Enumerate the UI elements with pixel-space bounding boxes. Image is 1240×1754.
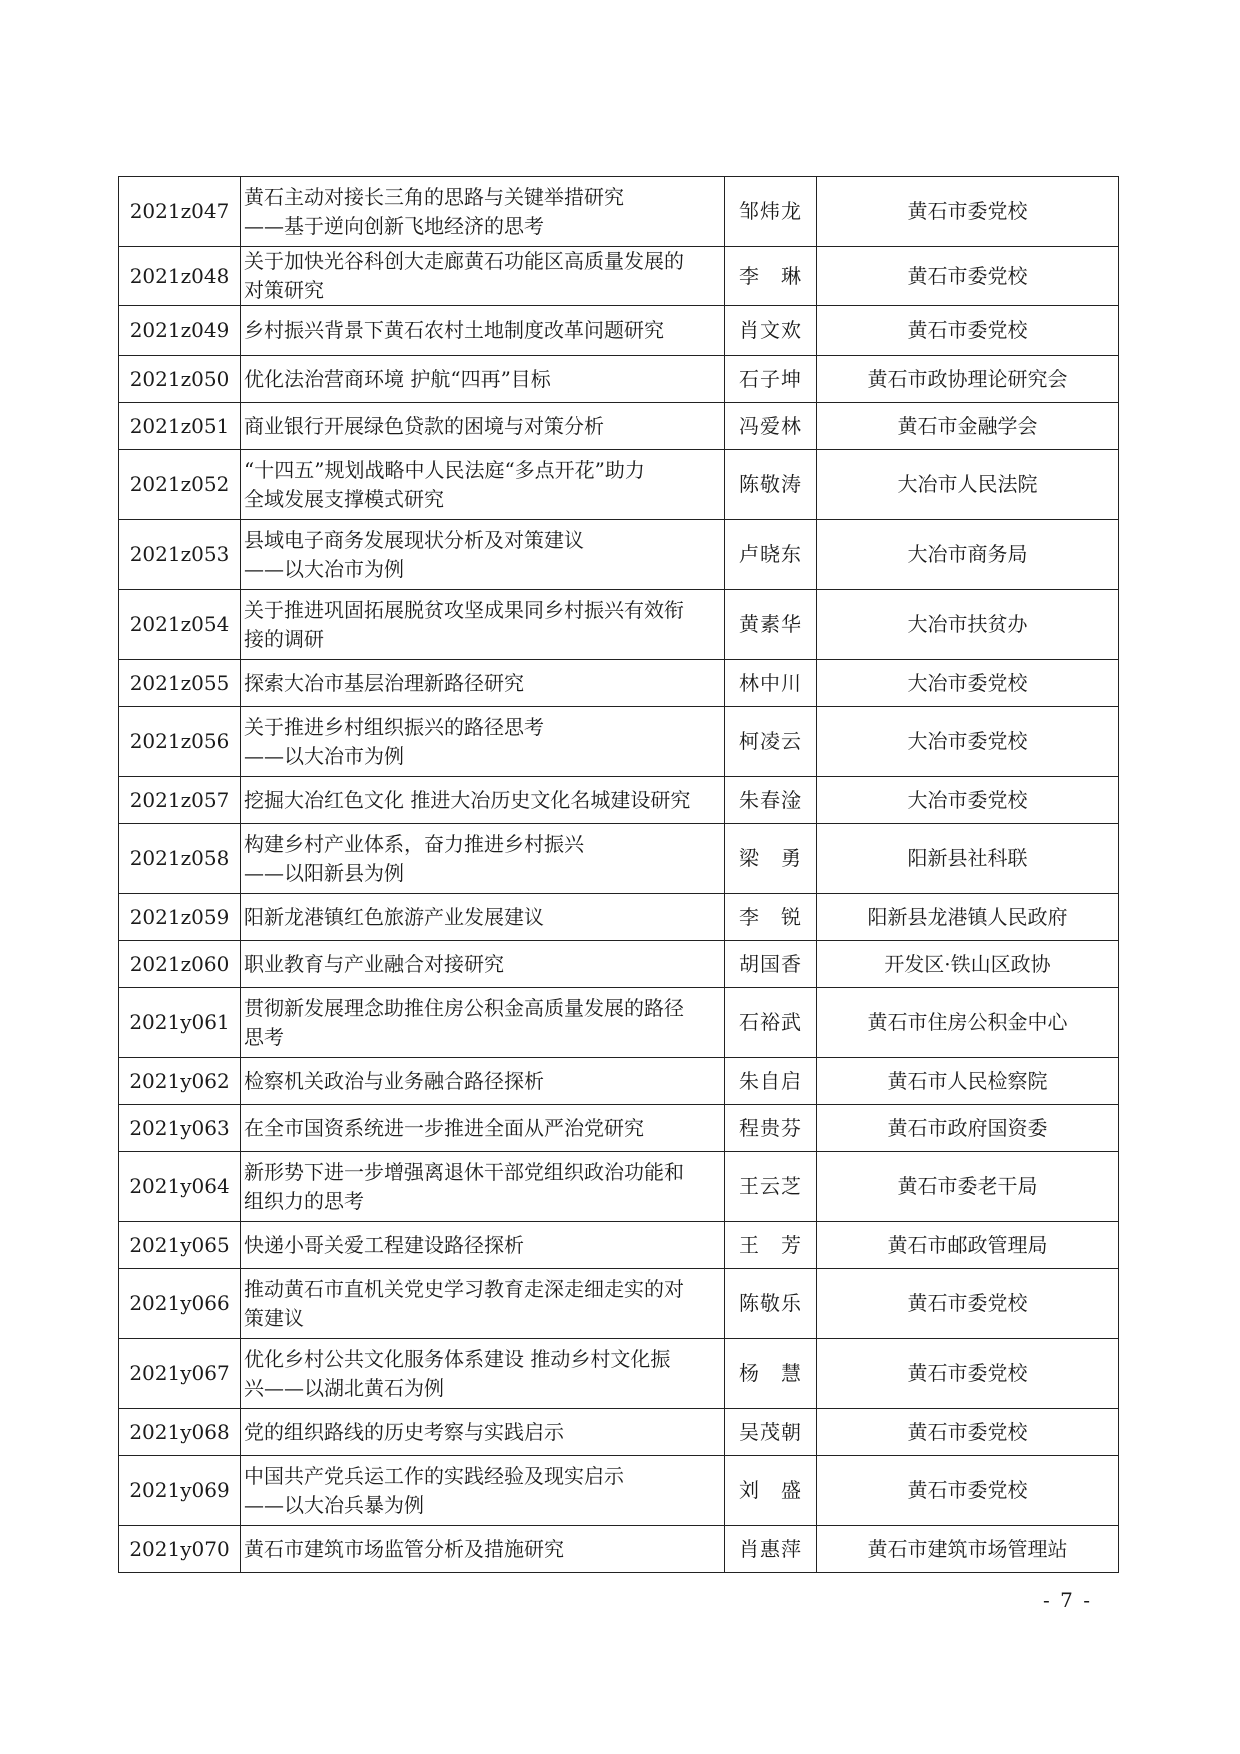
project-unit: 黄石市委党校: [817, 247, 1119, 306]
project-title: [241, 403, 725, 450]
page-number: - 7 -: [1043, 1588, 1092, 1612]
project-author: 柯凌云: [725, 707, 817, 777]
table-row: [119, 520, 1119, 590]
project-id: 2021y070: [119, 1526, 241, 1573]
project-title-line: 推动黄石市直机关党史学习教育走深走细走实的对: [244, 1276, 684, 1301]
project-unit: 黄石市政府国资委: [817, 1105, 1119, 1152]
project-title-line: 乡村振兴背景下黄石农村土地制度改革问题研究: [244, 318, 664, 342]
project-id: 2021y063: [119, 1105, 241, 1152]
table-row: [119, 1222, 1119, 1269]
project-id: 2021y061: [119, 988, 241, 1058]
project-unit: 黄石市政协理论研究会: [817, 356, 1119, 403]
project-title-line: 优化乡村公共文化服务体系建设 推动乡村文化振: [244, 1346, 671, 1371]
project-id: 2021z055: [119, 660, 241, 707]
project-title-line: 县域电子商务发展现状分析及对策建议: [244, 527, 584, 552]
project-unit: 黄石市人民检察院: [817, 1058, 1119, 1105]
project-unit: 黄石市住房公积金中心: [817, 988, 1119, 1058]
table-body: [119, 177, 1119, 1573]
table-row: [119, 247, 1119, 306]
project-id: 2021z051: [119, 403, 241, 450]
project-title-line: 黄石市建筑市场监管分析及措施研究: [244, 1536, 564, 1561]
project-title: [241, 660, 725, 707]
project-title-line: 思考: [244, 1024, 284, 1049]
project-title-line: ——以大冶兵暴为例: [244, 1492, 424, 1517]
project-title: [241, 177, 725, 247]
table-row: [119, 777, 1119, 824]
project-unit: 黄石市邮政管理局: [817, 1222, 1119, 1269]
project-author: 王 芳: [725, 1222, 817, 1269]
project-author: 吴茂朝: [725, 1409, 817, 1456]
project-author: 陈敬涛: [725, 450, 817, 520]
project-title: [241, 1339, 725, 1409]
project-author: 杨 慧: [725, 1339, 817, 1409]
project-author: 肖文欢: [725, 306, 817, 356]
project-title-line: 接的调研: [244, 626, 324, 651]
project-author: 胡国香: [725, 941, 817, 988]
project-title-line: 兴——以湖北黄石为例: [244, 1375, 444, 1400]
table-row: [119, 894, 1119, 941]
project-title: [241, 1152, 725, 1222]
project-title-line: 贯彻新发展理念助推住房公积金高质量发展的路径: [244, 995, 684, 1020]
project-unit: 黄石市委党校: [817, 1456, 1119, 1526]
project-title-line: 阳新龙港镇红色旅游产业发展建议: [244, 904, 544, 929]
project-id: 2021y068: [119, 1409, 241, 1456]
table-row: [119, 1339, 1119, 1409]
project-title: [241, 247, 725, 306]
table-row: [119, 660, 1119, 707]
project-unit: 大冶市委党校: [817, 707, 1119, 777]
project-author: 朱春淦: [725, 777, 817, 824]
project-title-line: 职业教育与产业融合对接研究: [244, 951, 504, 976]
project-title: [241, 450, 725, 520]
project-title-line: 检察机关政治与业务融合路径探析: [244, 1068, 544, 1093]
project-title-line: 对策研究: [244, 278, 324, 302]
table-row: [119, 941, 1119, 988]
project-author: 朱自启: [725, 1058, 817, 1105]
project-title: [241, 1058, 725, 1105]
project-id: 2021z050: [119, 356, 241, 403]
project-unit: 黄石市委党校: [817, 1269, 1119, 1339]
project-id: 2021z053: [119, 520, 241, 590]
project-unit: 黄石市委党校: [817, 1339, 1119, 1409]
project-id: 2021z049: [119, 306, 241, 356]
project-id: 2021z056: [119, 707, 241, 777]
project-id: 2021y067: [119, 1339, 241, 1409]
project-title: [241, 777, 725, 824]
project-title-line: ——基于逆向创新飞地经济的思考: [244, 213, 544, 238]
project-author: 卢晓东: [725, 520, 817, 590]
project-unit: 阳新县龙港镇人民政府: [817, 894, 1119, 941]
project-title: [241, 1456, 725, 1526]
project-author: 黄素华: [725, 590, 817, 660]
project-title: [241, 894, 725, 941]
project-unit: 黄石市委老干局: [817, 1152, 1119, 1222]
project-title-line: ——以大冶市为例: [244, 743, 404, 768]
project-title-line: 商业银行开展绿色贷款的困境与对策分析: [244, 413, 604, 438]
project-title: [241, 356, 725, 403]
table-row: [119, 988, 1119, 1058]
project-list-table: [118, 176, 1119, 1573]
project-title-line: 探索大冶市基层治理新路径研究: [244, 670, 524, 695]
project-author: 石裕武: [725, 988, 817, 1058]
project-id: 2021z058: [119, 824, 241, 894]
project-id: 2021z052: [119, 450, 241, 520]
table-row: [119, 1105, 1119, 1152]
project-title-line: “十四五”规划战略中人民法庭“多点开花”助力: [244, 457, 645, 482]
project-title-line: 黄石主动对接长三角的思路与关键举措研究: [244, 184, 624, 209]
project-title: [241, 941, 725, 988]
project-title-line: 中国共产党兵运工作的实践经验及现实启示: [244, 1463, 624, 1488]
project-title: [241, 306, 725, 356]
project-title: [241, 520, 725, 590]
project-unit: 黄石市委党校: [817, 306, 1119, 356]
project-title-line: 党的组织路线的历史考察与实践启示: [244, 1419, 564, 1444]
project-author: 王云芝: [725, 1152, 817, 1222]
project-author: 李 琳: [725, 247, 817, 306]
table-row: [119, 1269, 1119, 1339]
project-id: 2021z060: [119, 941, 241, 988]
project-title: [241, 1526, 725, 1573]
project-unit: 开发区·铁山区政协: [817, 941, 1119, 988]
project-unit: 大冶市扶贫办: [817, 590, 1119, 660]
project-title: [241, 1269, 725, 1339]
project-title: [241, 824, 725, 894]
project-title: [241, 988, 725, 1058]
table-row: [119, 306, 1119, 356]
project-unit: 黄石市金融学会: [817, 403, 1119, 450]
table-row: [119, 1526, 1119, 1573]
project-author: 石子坤: [725, 356, 817, 403]
project-title-line: 关于推进乡村组织振兴的路径思考: [244, 714, 544, 739]
project-title-line: 构建乡村产业体系，奋力推进乡村振兴: [244, 831, 584, 856]
project-title-line: 新形势下进一步增强离退休干部党组织政治功能和: [244, 1159, 684, 1184]
project-title: [241, 590, 725, 660]
project-author: 林中川: [725, 660, 817, 707]
project-id: 2021z048: [119, 247, 241, 306]
table-row: [119, 1409, 1119, 1456]
project-unit: 大冶市委党校: [817, 777, 1119, 824]
project-title-line: 关于加快光谷科创大走廊黄石功能区高质量发展的: [244, 249, 684, 273]
table-row: [119, 403, 1119, 450]
project-unit: 黄石市委党校: [817, 177, 1119, 247]
table-row: [119, 590, 1119, 660]
table-row: [119, 450, 1119, 520]
project-title-line: 在全市国资系统进一步推进全面从严治党研究: [244, 1115, 644, 1140]
project-author: 陈敬乐: [725, 1269, 817, 1339]
project-author: 李 锐: [725, 894, 817, 941]
project-author: 冯爱林: [725, 403, 817, 450]
project-id: 2021z059: [119, 894, 241, 941]
project-title: [241, 707, 725, 777]
project-id: 2021z047: [119, 177, 241, 247]
project-author: 邹炜龙: [725, 177, 817, 247]
project-author: 刘 盛: [725, 1456, 817, 1526]
project-title: [241, 1105, 725, 1152]
project-title: [241, 1409, 725, 1456]
project-unit: 大冶市委党校: [817, 660, 1119, 707]
table-row: [119, 1456, 1119, 1526]
project-id: 2021y066: [119, 1269, 241, 1339]
table-row: [119, 707, 1119, 777]
project-title-line: 优化法治营商环境 护航“四再”目标: [244, 366, 551, 391]
project-id: 2021y062: [119, 1058, 241, 1105]
project-id: 2021y069: [119, 1456, 241, 1526]
project-unit: 大冶市人民法院: [817, 450, 1119, 520]
project-title-line: ——以阳新县为例: [244, 860, 404, 885]
project-title-line: ——以大冶市为例: [244, 556, 404, 581]
project-id: 2021y065: [119, 1222, 241, 1269]
project-title-line: 快递小哥关爱工程建设路径探析: [244, 1232, 524, 1257]
project-unit: 黄石市建筑市场管理站: [817, 1526, 1119, 1573]
table-row: [119, 356, 1119, 403]
project-author: 程贵芬: [725, 1105, 817, 1152]
project-author: 肖惠萍: [725, 1526, 817, 1573]
project-title: [241, 1222, 725, 1269]
table-row: [119, 177, 1119, 247]
project-id: 2021z057: [119, 777, 241, 824]
table-row: [119, 1058, 1119, 1105]
project-title-line: 组织力的思考: [244, 1188, 364, 1213]
project-unit: 阳新县社科联: [817, 824, 1119, 894]
project-title-line: 挖掘大冶红色文化 推进大冶历史文化名城建设研究: [244, 787, 691, 812]
project-title-line: 全域发展支撑模式研究: [244, 486, 444, 511]
project-title-line: 关于推进巩固拓展脱贫攻坚成果同乡村振兴有效衔: [244, 597, 684, 622]
project-author: 梁 勇: [725, 824, 817, 894]
table-row: [119, 1152, 1119, 1222]
project-unit: 黄石市委党校: [817, 1409, 1119, 1456]
project-title-line: 策建议: [244, 1305, 304, 1330]
project-unit: 大冶市商务局: [817, 520, 1119, 590]
table-row: [119, 824, 1119, 894]
project-id: 2021y064: [119, 1152, 241, 1222]
project-id: 2021z054: [119, 590, 241, 660]
